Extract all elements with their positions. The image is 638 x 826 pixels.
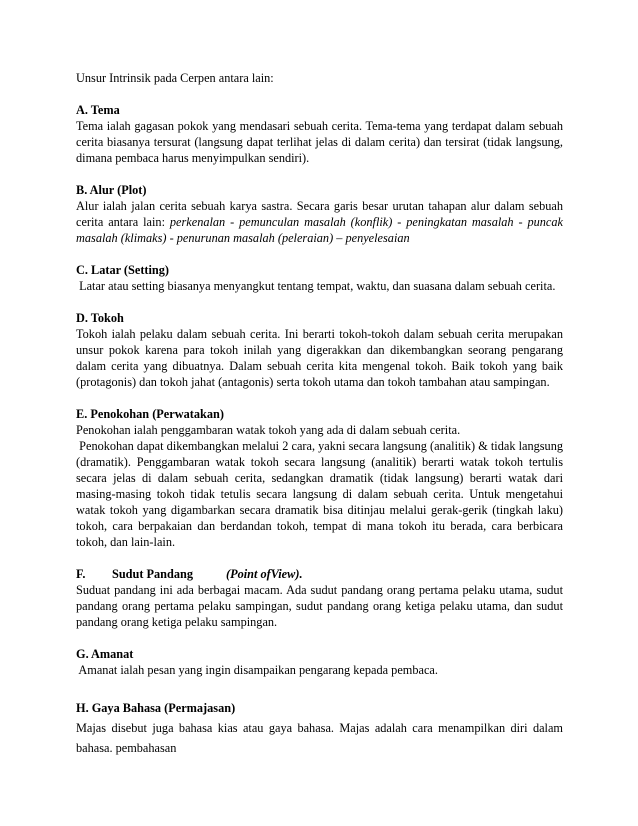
section-sudut-pandang [76,566,563,630]
sudut-pandang-title: Sudut Pandang [112,567,193,581]
section-amanat [76,646,563,678]
section-gaya-bahasa [76,698,563,758]
section-penokohan [76,406,567,550]
section-tema [76,102,563,166]
section-heading-tema: A. Tema [76,103,120,117]
section-body-alur [76,198,563,246]
section-heading-penokohan: E. Penokohan (Perwatakan) [76,407,224,421]
sudut-pandang-paren: (Point ofView). [226,567,303,581]
intro-text: Unsur Intrinsik pada Cerpen antara lain: [76,71,274,85]
section-latar [76,262,563,294]
section-heading-sudut-pandang [76,566,563,582]
section-body-latar: Latar atau setting biasanya menyangkut tentang tempat, waktu, dan suasana dalam sebuah cerita. [76,279,556,293]
section-heading-tokoh: D. Tokoh [76,311,124,325]
section-heading-gaya-bahasa: H. Gaya Bahasa (Permajasan) [76,701,236,715]
section-heading-latar: C. Latar (Setting) [76,263,170,277]
section-body-penokohan-2: Penokohan dapat dikembangkan melalui 2 cara, yakni secara langsung (analitik) & tidak langsung (dramatik). Penggambaran watak tokoh secara langsung (analitik) berarti watak tokoh tertulis secara jelas di dalam sebuah cerita, sedangkan dramatik (tidak langsung) berarti watak dari masing-masing tokoh tidak tetulis secara langsung di dalam sebuah cerita. Untuk mengetahui watak tokoh yang digambarkan secara dramatik bisa ditinjau melalui gerak-gerik (tingkah laku) tokoh, cara berpakaian dan berdandan tokoh, tempat di mana tokoh itu berada, cara berbicara tokoh, dan lain-lain. [76,439,567,549]
section-body-tema: Tema ialah gagasan pokok yang mendasari sebuah cerita. Tema-tema yang terdapat dalam sebuah cerita biasanya tersurat (langsung dapat terlihat jelas di dalam cerita) dan tersirat (tidak langsung, dimana pembaca harus menyimpulkan sendiri). [76,119,563,165]
section-body-gaya-bahasa: Majas disebut juga bahasa kias atau gaya bahasa. Majas adalah cara menampilkan diri dalam bahasa. pembahasan [76,721,563,755]
section-body-tokoh: Tokoh ialah pelaku dalam sebuah cerita. Ini berarti tokoh-tokoh dalam sebuah cerita merupakan unsur pokok karena para tokoh inilah yang digerakkan dan dikembangkan seorang pengarang dalam cerita yang dibuatnya. Dalam sebuah cerita kita mengenal tokoh. Baik tokoh yang baik (protagonis) dan tokoh jahat (antagonis) serta tokoh utama dan tokoh tambahan atau sampingan. [76,327,563,389]
section-body-amanat: Amanat ialah pesan yang ingin disampaikan pengarang kepada pembaca. [76,663,438,677]
section-alur [76,182,563,246]
section-heading-alur: B. Alur (Plot) [76,183,147,197]
section-body-penokohan-1: Penokohan ialah penggambaran watak tokoh yang ada di dalam sebuah cerita. [76,423,461,437]
alur-body-plain: Alur ialah jalan cerita sebuah karya sastra. Secara garis besar urutan tahapan alur dalam sebuah cerita antara lain: [76,199,563,229]
section-tokoh [76,310,563,390]
alur-body-italic: perkenalan - pemunculan masalah (konflik) - peningkatan masalah - puncak masalah (klimaks) - penurunan masalah (peleraian) – penyelesaian [76,215,563,245]
section-heading-amanat: G. Amanat [76,647,134,661]
sudut-pandang-letter: F. [76,567,86,581]
document-page [76,70,567,774]
section-body-sudut-pandang: Suduat pandang ini ada berbagai macam. Ada sudut pandang orang pertama pelaku utama, sudut pandang orang pertama pelaku sampingan, sudut pandang orang ketiga pelaku utama, dan sudut pandang orang ketiga pelaku sampingan. [76,583,563,629]
